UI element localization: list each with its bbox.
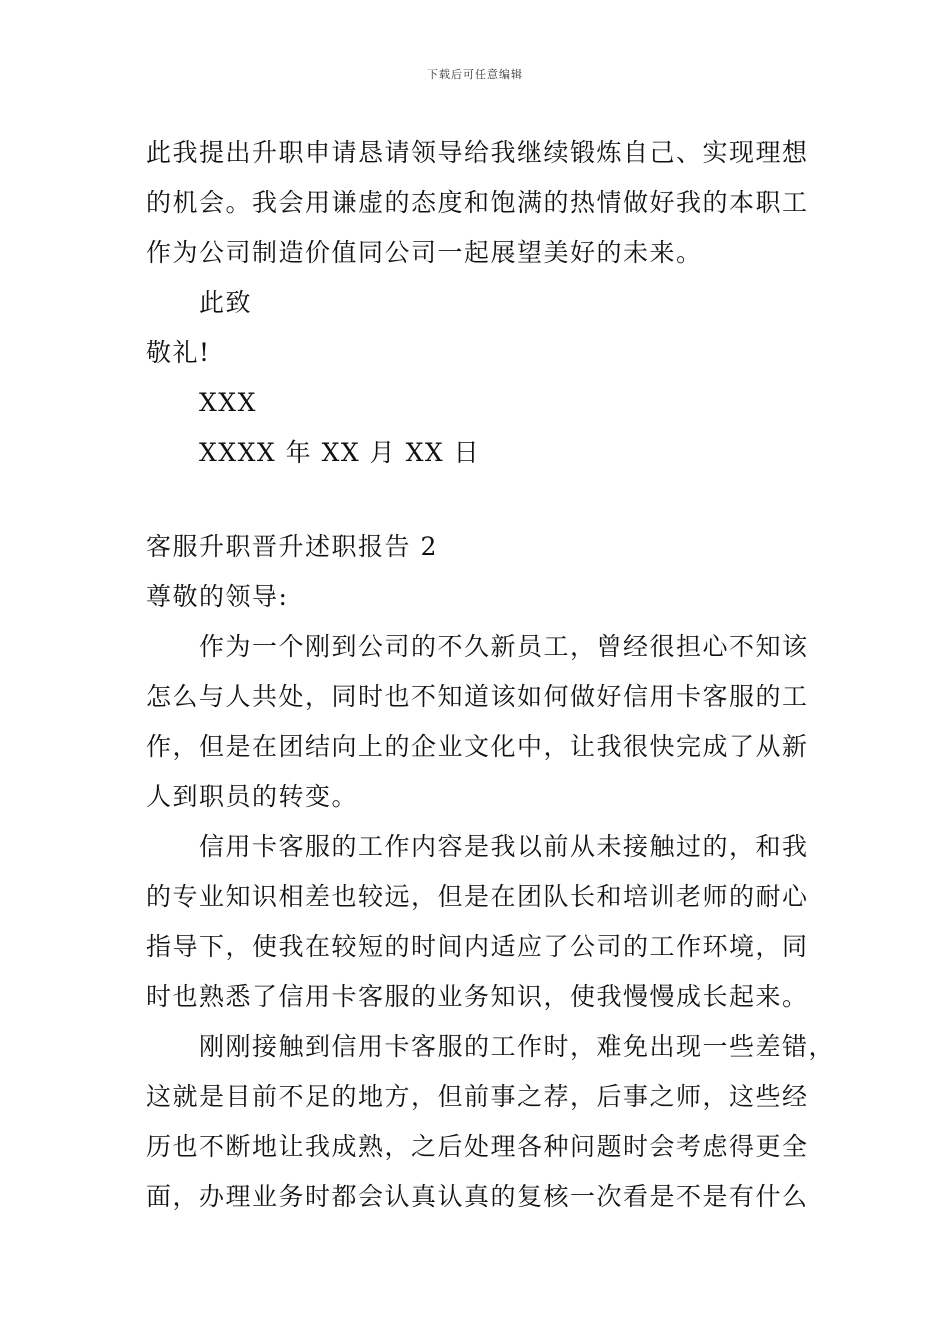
body-line: 的机会。我会用谦虚的态度和饱满的热情做好我的本职工 bbox=[146, 188, 809, 217]
salute: 敬礼! bbox=[146, 338, 211, 367]
paragraph-line: 时也熟悉了信用卡客服的业务知识，使我慢慢成长起来。 bbox=[146, 982, 809, 1011]
paragraph bbox=[146, 822, 836, 1022]
paragraph-line: 人到职员的转变。 bbox=[146, 782, 359, 811]
body-line: 此我提出升职申请恳请领导给我继续锻炼自己、实现理想 bbox=[146, 138, 809, 167]
paragraph-line: 这就是目前不足的地方，但前事之荐，后事之师，这些经 bbox=[146, 1082, 809, 1111]
paragraph bbox=[146, 622, 836, 822]
paragraph-line: 刚刚接触到信用卡客服的工作时，难免出现一些差错， bbox=[199, 1032, 836, 1061]
closing-phrase: 此致 bbox=[199, 288, 253, 317]
signature-name: XXX bbox=[199, 388, 257, 417]
paragraph-line: 指导下，使我在较短的时间内适应了公司的工作环境，同 bbox=[146, 932, 809, 961]
paragraph bbox=[146, 1022, 836, 1222]
section-gap bbox=[146, 478, 836, 522]
paragraph-line: 历也不断地让我成熟，之后处理各种问题时会考虑得更全 bbox=[146, 1132, 809, 1161]
section-title: 客服升职晋升述职报告 2 bbox=[146, 532, 438, 561]
paragraph-line: 的专业知识相差也较远，但是在团队长和培训老师的耐心 bbox=[146, 882, 809, 911]
paragraph-line: 怎么与人共处，同时也不知道该如何做好信用卡客服的工 bbox=[146, 682, 809, 711]
paragraph-line: 作，但是在团结向上的企业文化中，让我很快完成了从新 bbox=[146, 732, 809, 761]
paragraph-line: 信用卡客服的工作内容是我以前从未接触过的，和我 bbox=[199, 832, 809, 861]
signature-date: XXXX 年 XX 月 XX 日 bbox=[199, 438, 481, 467]
header-note: 下载后可任意编辑 bbox=[427, 68, 523, 81]
document-body bbox=[146, 128, 836, 1222]
greeting: 尊敬的领导: bbox=[146, 582, 289, 611]
paragraph-line: 面，办理业务时都会认真认真的复核一次看是不是有什么 bbox=[146, 1182, 809, 1211]
paragraph-line: 作为一个刚到公司的不久新员工，曾经很担心不知该 bbox=[199, 632, 809, 661]
body-line: 作为公司制造价值同公司一起展望美好的未来。 bbox=[146, 238, 703, 267]
